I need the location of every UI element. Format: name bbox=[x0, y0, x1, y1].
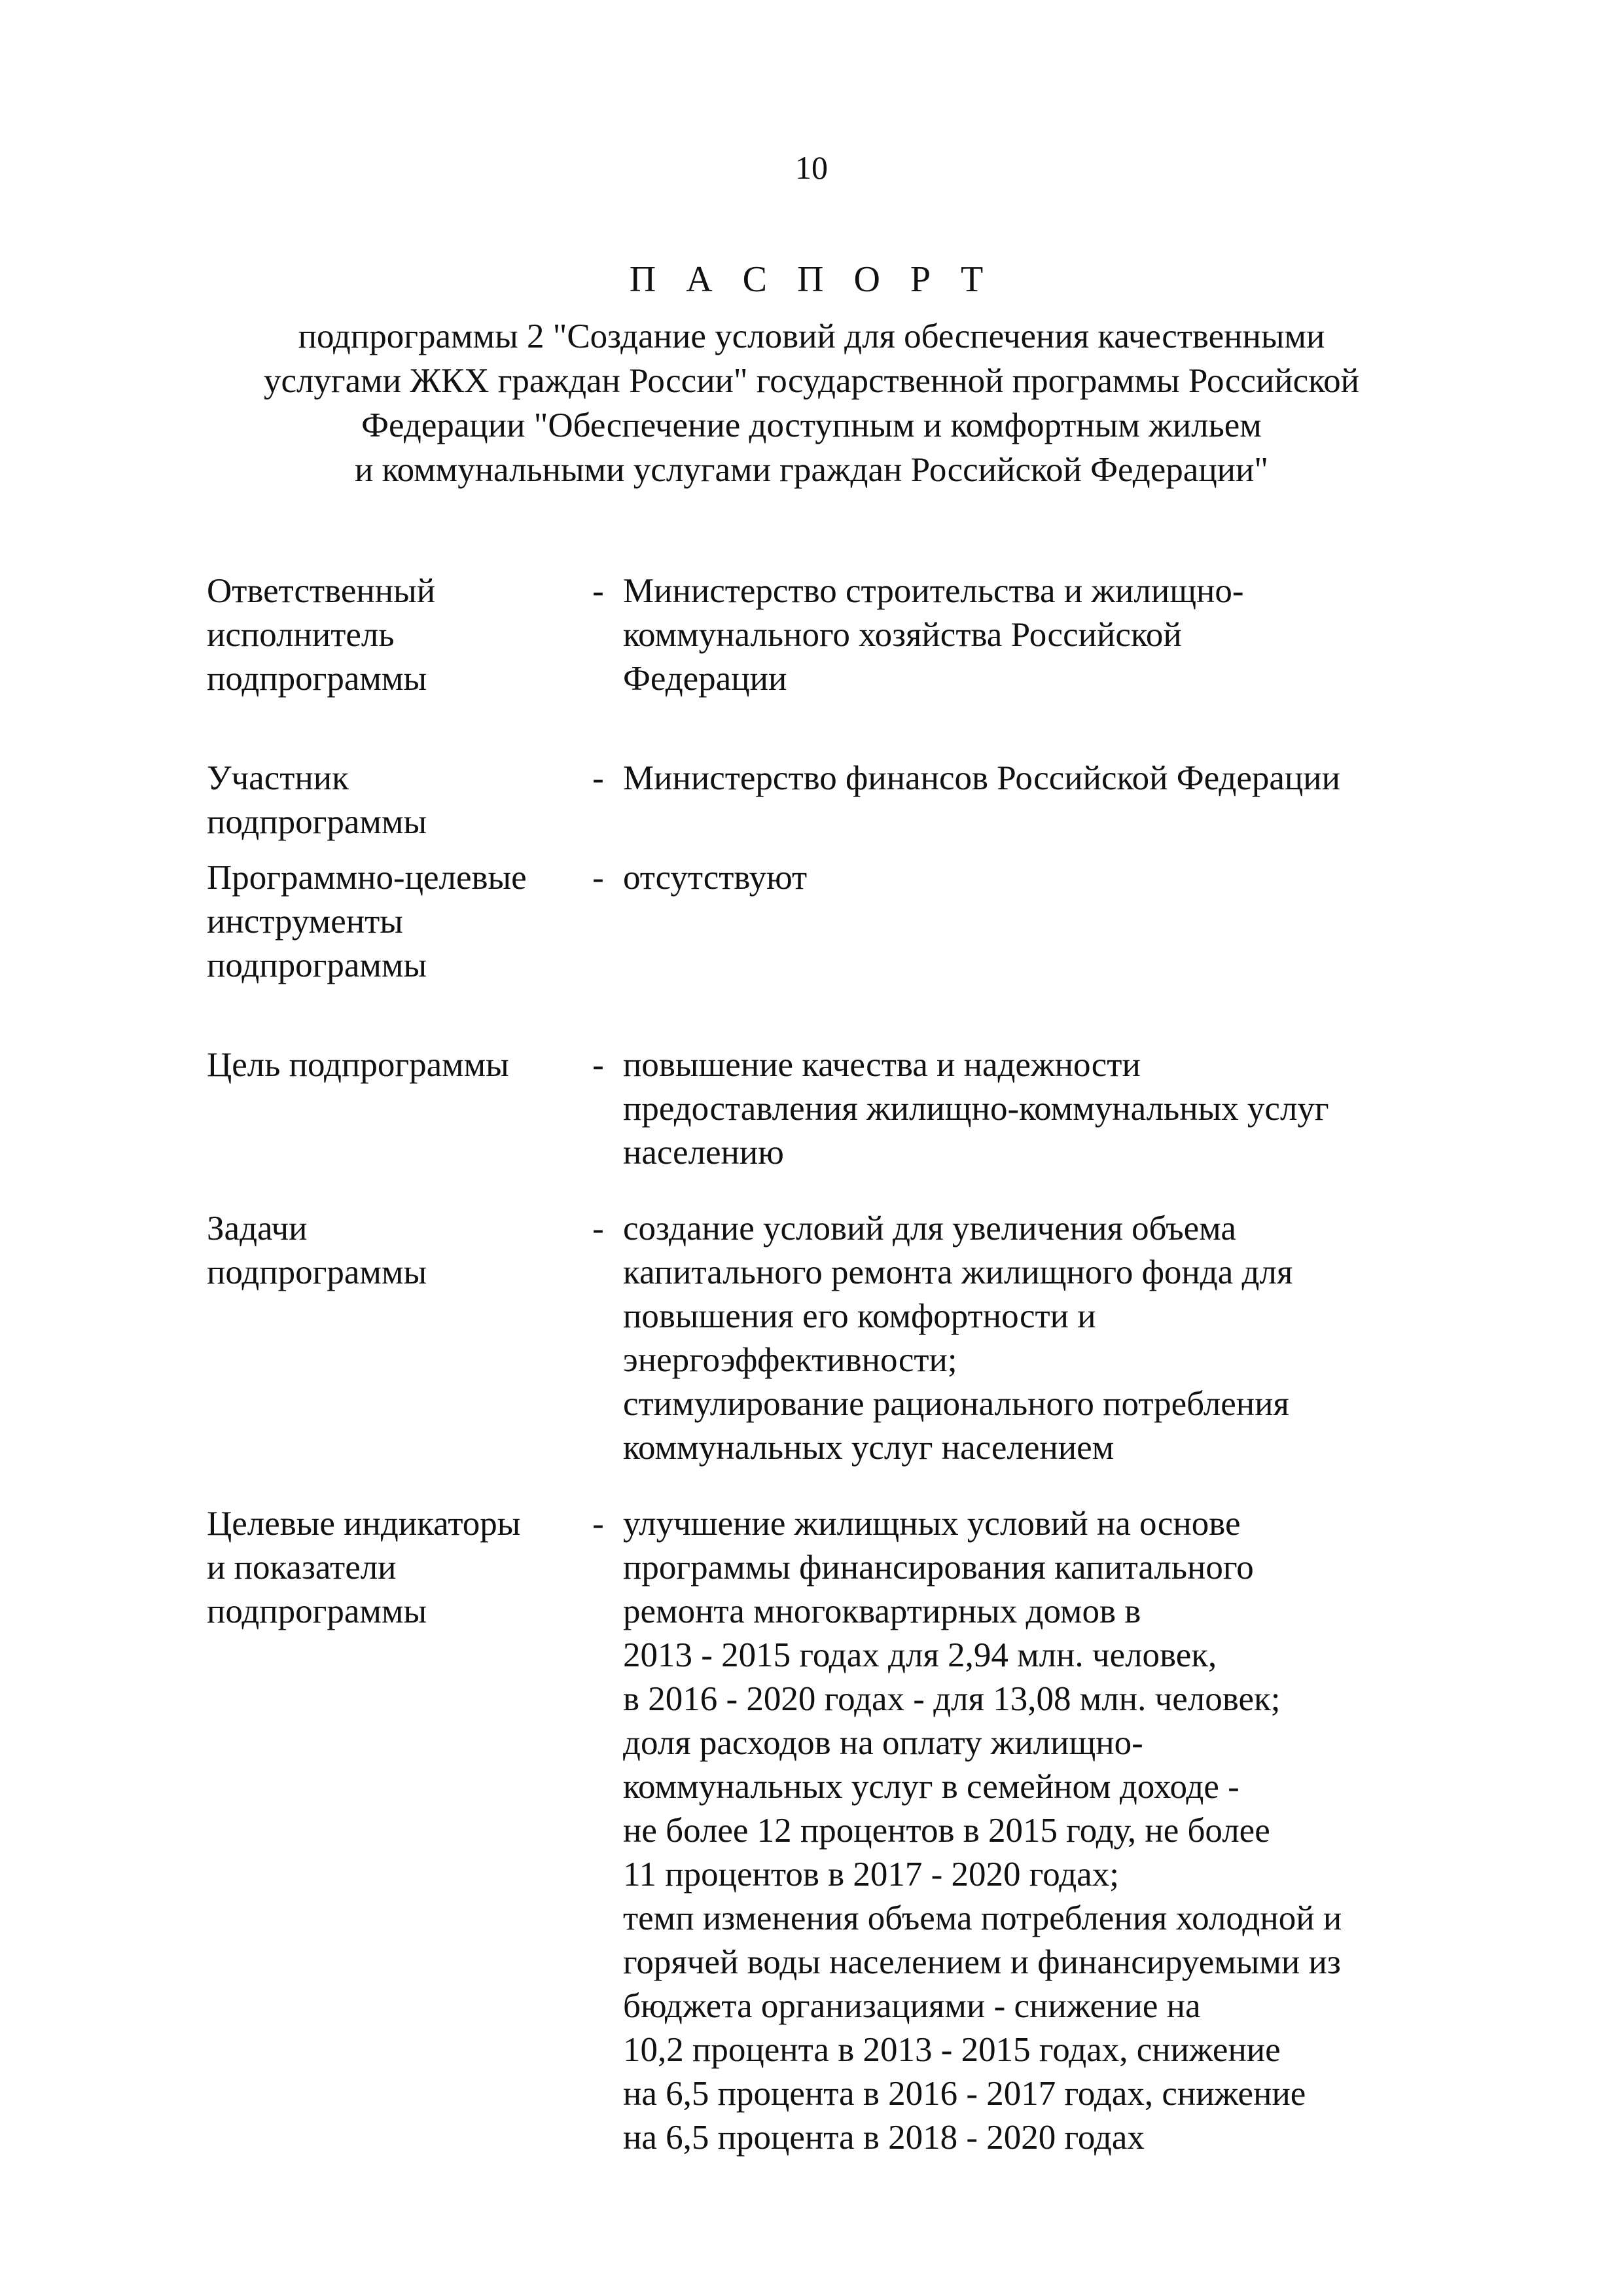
value-line: 11 процентов в 2017 - 2020 годах; bbox=[623, 1856, 1119, 1893]
label-line: подпрограммы bbox=[207, 1592, 427, 1630]
row-value bbox=[623, 569, 1450, 701]
value-line: капитального ремонта жилищного фонда для bbox=[623, 1253, 1293, 1291]
subtitle-line: Федерации "Обеспечение доступным и комфортным жильем bbox=[361, 406, 1262, 444]
row-dash: - bbox=[592, 572, 604, 610]
row-spacer bbox=[207, 988, 1450, 1043]
label-line: подпрограммы bbox=[207, 1253, 427, 1291]
row-label bbox=[207, 856, 573, 988]
value-line: Министерство финансов Российской Федерации bbox=[623, 759, 1341, 797]
value-line: на 6,5 процента в 2016 - 2017 годах, снижение bbox=[623, 2075, 1306, 2113]
subtitle-line: и коммунальными услугами граждан Российской Федерации" bbox=[354, 451, 1269, 489]
row-label bbox=[207, 1502, 573, 2160]
passport-row-program-tools bbox=[207, 856, 1450, 988]
value-line: Министерство строительства и жилищно- bbox=[623, 572, 1244, 610]
value-line: Федерации bbox=[623, 660, 787, 698]
row-value bbox=[623, 856, 1450, 988]
value-line: улучшение жилищных условий на основе bbox=[623, 1505, 1241, 1543]
label-line: Программно-целевые bbox=[207, 859, 527, 897]
value-line: повышения его комфортности и bbox=[623, 1297, 1096, 1335]
label-line: инструменты bbox=[207, 903, 403, 941]
value-line: в 2016 - 2020 годах - для 13,08 млн. человек; bbox=[623, 1680, 1281, 1718]
value-line: отсутствуют bbox=[623, 859, 808, 897]
label-line: Целевые индикаторы bbox=[207, 1505, 521, 1543]
value-line: коммунальных услуг в семейном доходе - bbox=[623, 1768, 1240, 1806]
label-line: подпрограммы bbox=[207, 803, 427, 841]
row-dash: - bbox=[592, 1505, 604, 1543]
row-label bbox=[207, 1043, 573, 1175]
row-dash: - bbox=[592, 759, 604, 797]
subtitle-line: услугами ЖКХ граждан России" государственной программы Российской bbox=[263, 362, 1360, 400]
value-line: предоставления жилищно-коммунальных услуг bbox=[623, 1090, 1329, 1128]
label-line: Цель подпрограммы bbox=[207, 1046, 509, 1084]
value-line: 10,2 процента в 2013 - 2015 годах, снижение bbox=[623, 2031, 1281, 2069]
row-value bbox=[623, 1207, 1450, 1470]
row-label bbox=[207, 569, 573, 701]
value-line: бюджета организациями - снижение на bbox=[623, 1987, 1201, 2025]
value-line: не более 12 процентов в 2015 году, не более bbox=[623, 1812, 1270, 1850]
value-line: энергоэффективности; bbox=[623, 1341, 957, 1379]
value-line: программы финансирования капитального bbox=[623, 1549, 1254, 1587]
row-spacer bbox=[207, 1470, 1450, 1502]
subtitle-line: подпрограммы 2 "Создание условий для обеспечения качественными bbox=[298, 317, 1325, 355]
row-spacer bbox=[207, 844, 1450, 856]
value-line: темп изменения объема потребления холодной и bbox=[623, 1899, 1342, 1937]
passport-row-participant bbox=[207, 757, 1450, 844]
value-line: создание условий для увеличения объема bbox=[623, 1210, 1236, 1247]
row-value bbox=[623, 1502, 1450, 2160]
label-line: и показатели bbox=[207, 1549, 397, 1587]
value-line: коммунального хозяйства Российской bbox=[623, 616, 1182, 654]
page-number: 10 bbox=[795, 149, 828, 186]
value-line: горячей воды населением и финансируемыми из bbox=[623, 1943, 1341, 1981]
value-line: на 6,5 процента в 2018 - 2020 годах bbox=[623, 2119, 1145, 2157]
passport-row-tasks bbox=[207, 1207, 1450, 1470]
row-label bbox=[207, 1207, 573, 1470]
passport-table bbox=[207, 569, 1450, 2160]
row-label bbox=[207, 757, 573, 844]
row-dash: - bbox=[592, 1210, 604, 1247]
label-line: подпрограммы bbox=[207, 660, 427, 698]
value-line: 2013 - 2015 годах для 2,94 млн. человек, bbox=[623, 1636, 1217, 1674]
label-line: Ответственный bbox=[207, 572, 436, 610]
row-spacer bbox=[207, 1175, 1450, 1207]
value-line: доля расходов на оплату жилищно- bbox=[623, 1724, 1143, 1762]
row-value bbox=[623, 757, 1450, 844]
document-subtitle bbox=[0, 314, 1623, 492]
value-line: населению bbox=[623, 1134, 784, 1172]
label-line: исполнитель bbox=[207, 616, 395, 654]
label-line: Задачи bbox=[207, 1210, 308, 1247]
passport-row-responsible-executor bbox=[207, 569, 1450, 701]
document-title: П А С П О Р Т bbox=[629, 259, 994, 300]
row-spacer bbox=[207, 701, 1450, 757]
value-line: коммунальных услуг населением bbox=[623, 1429, 1115, 1467]
passport-row-target-indicators bbox=[207, 1502, 1450, 2160]
row-dash: - bbox=[592, 1046, 604, 1084]
row-dash: - bbox=[592, 859, 604, 897]
row-value bbox=[623, 1043, 1450, 1175]
value-line: ремонта многоквартирных домов в bbox=[623, 1592, 1141, 1630]
value-line: стимулирование рационального потребления bbox=[623, 1385, 1289, 1423]
value-line: повышение качества и надежности bbox=[623, 1046, 1141, 1084]
label-line: Участник bbox=[207, 759, 349, 797]
passport-row-goal bbox=[207, 1043, 1450, 1175]
label-line: подпрограммы bbox=[207, 946, 427, 984]
